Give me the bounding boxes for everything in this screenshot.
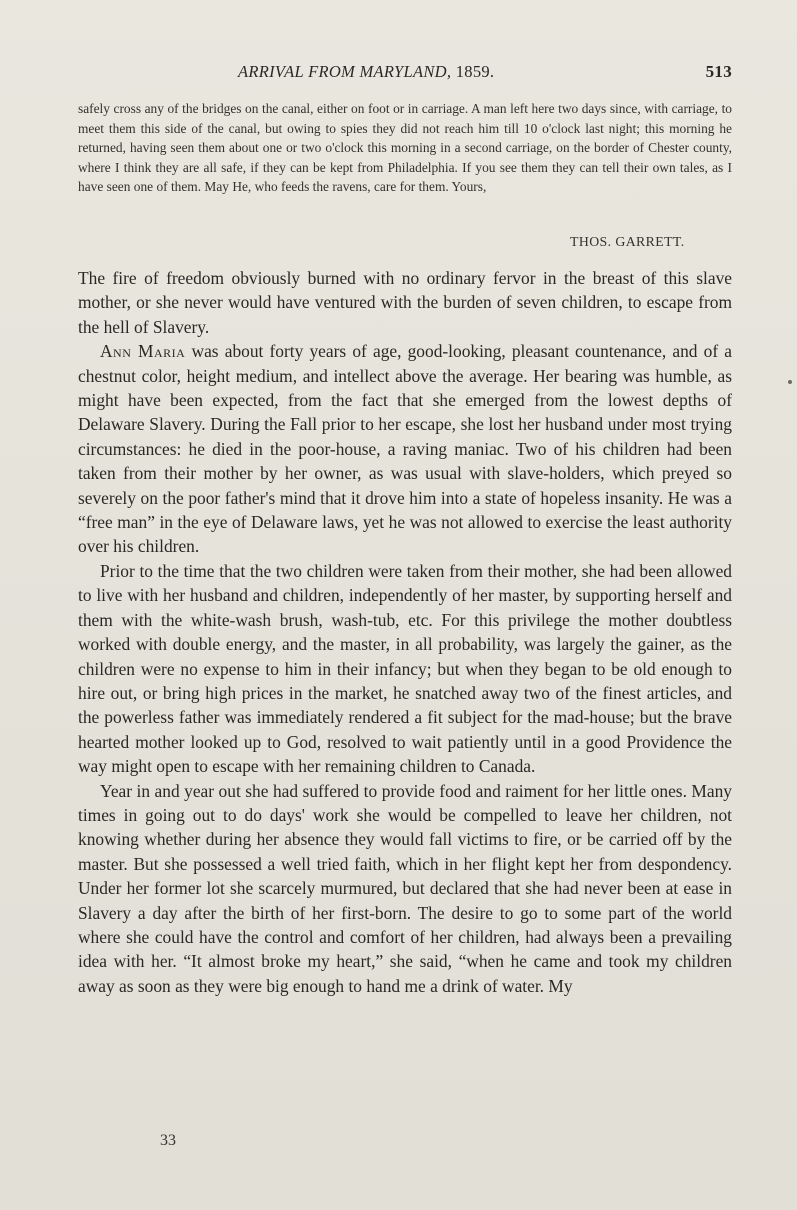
paragraph-1: The fire of freedom obviously burned with no ordinary fervor in the breast of this slave mother, or she never would have ventured with the burden of seven children, to escape from the hell of Slavery. (78, 268, 732, 337)
paragraph-3: Prior to the time that the two children were taken from their mother, she had been allowed to live with her husband and children, independently of her master, by supporting herself and them with the white-wash brush, wash-tub, etc. For this privilege the mother doubtless worked with double energy, and the master, in all probability, was largely the gainer, as the children were no expense to him in their infancy; but when they began to be old enough to hire out, or bring high prices in the market, he snatched away two of the finest articles, and the powerless father was immediately rendered a fit subject for the mad-house; but the brave hearted mother looked up to God, resolved to wait patiently until in a good Providence the way might open to escape with her remaining children to Canada. (78, 560, 732, 777)
running-title-text: ARRIVAL FROM MARYLAND, (238, 62, 452, 81)
person-name: Ann Maria (100, 341, 186, 362)
paper-speck (788, 380, 792, 384)
quoted-letter (78, 99, 732, 197)
body-text (78, 266, 732, 998)
page-number: 513 (705, 62, 732, 81)
running-title (238, 62, 494, 82)
paragraph-4: Year in and year out she had suffered to provide food and raiment for her little ones. Many times in going out to do days' work she would be compelled to leave her children, not knowing whether during her absence they would fall victims to fire, or be carried off by the master. But she possessed a well tried faith, which in her flight kept her from despondency. Under her former lot she scarcely murmured, but declared that she had never been at ease in Slavery a day after the birth of her first-born. The desire to go to some part of the world where she could have the control and comfort of her children, had always been a prevailing idea with her. “It almost broke my heart,” she said, “when he came and took my children away as soon as they were big enough to hand me a drink of water. My (78, 780, 732, 996)
printer-signature-mark: 33 (160, 1132, 176, 1149)
paragraph-2-text: was about forty years of age, good-looking, pleasant countenance, and of a chestnut color, height medium, and intellect above the average. Her bearing was humble, as might have been expected, from the fact that she emerged from the lowest depths of Delaware Slavery. During the Fall prior to her escape, she lost her husband under most trying circumstances: he died in the poor-house, a raving maniac. Two of his children had been taken from their mother by her owner, as was usual with slave-holders, which preyed so severely on the poor father's mind that it drove him into a state of hopeless insanity. He was a “free man” in the eye of Delaware laws, yet he was not allowed to exercise the least authority over his children. (78, 341, 733, 557)
letter-signature: THOS. GARRETT. (570, 234, 685, 249)
letter-text: safely cross any of the bridges on the canal, either on foot or in carriage. A man left here two days since, with carriage, to meet them this side of the canal, but owing to spies they did not reach him till 10 o'clock last night; this morning he returned, having seen them about one or two o'clock this morning in a second carriage, on the border of Chester county, where I think they are all safe, if they can be kept from Philadelphia. If you see them they can tell their own tales, as I have seen one of them. May He, who feeds the ravens, care for them. Yours, (78, 101, 732, 194)
paragraph-2 (78, 339, 732, 559)
running-head (78, 62, 732, 86)
running-title-year: 1859. (455, 62, 495, 81)
